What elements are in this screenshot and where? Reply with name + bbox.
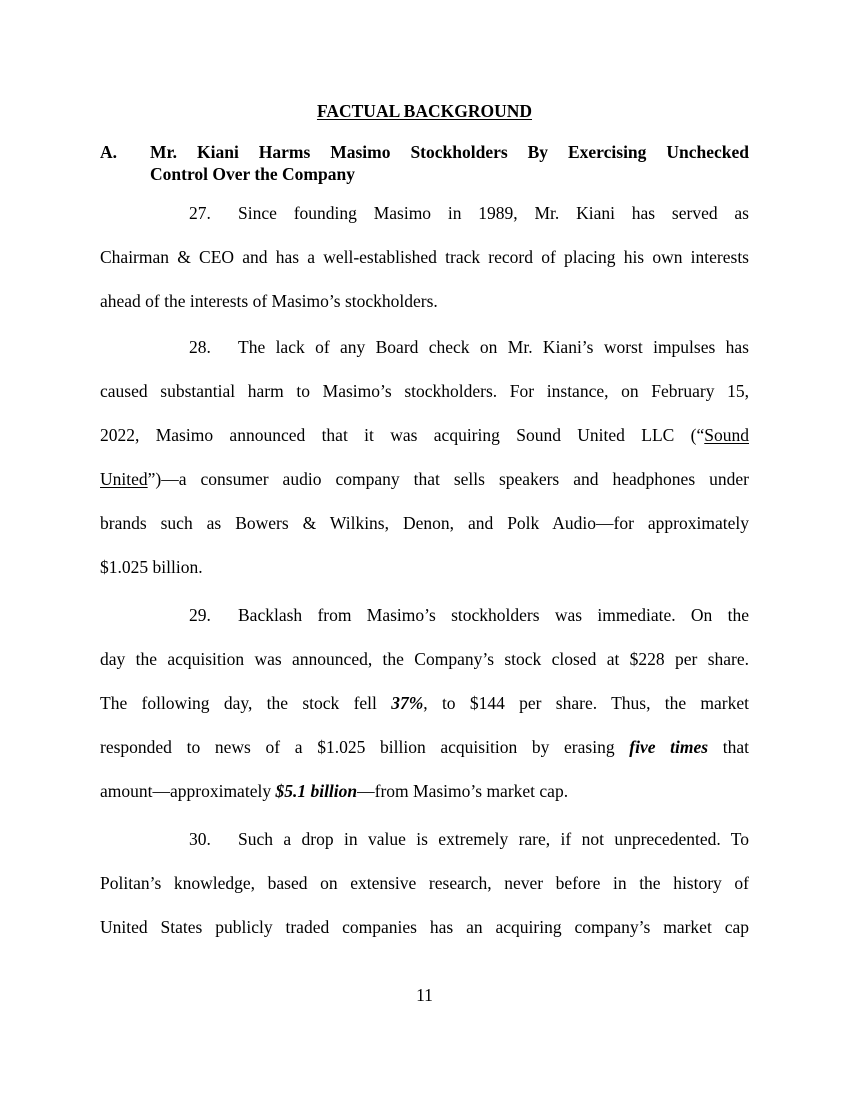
p29-line-5-post: —from Masimo’s market cap.: [357, 781, 569, 801]
p28-line-6: $1.025 billion.: [100, 557, 203, 577]
p28-line-1: [189, 336, 749, 358]
p29-line-3-pre: The following day, the stock fell: [100, 693, 392, 713]
p28-line-3: [100, 424, 749, 446]
p27-line-3: ahead of the interests of Masimo’s stockholders.: [100, 291, 438, 311]
paragraph-number: 28.: [189, 337, 211, 357]
p28-line-4-text: ”)—a consumer audio company that sells speakers and headphones under: [147, 469, 749, 489]
subsection-title-line-1: Mr. Kiani Harms Masimo Stockholders By Exercising Unchecked: [150, 142, 749, 162]
subsection-title: [150, 141, 749, 185]
subsection-title-line-2: Control Over the Company: [150, 164, 355, 184]
emphasis-37-percent: 37%: [391, 693, 424, 713]
paragraph-number: 27.: [189, 203, 211, 223]
p29-line-1: [189, 604, 749, 626]
p30-line-1: [189, 828, 749, 850]
p29-line-5-pre: amount—approximately: [100, 781, 276, 801]
emphasis-5-1-billion: $5.1 billion: [275, 781, 358, 801]
sound-united-defined-term: Sound: [704, 425, 749, 445]
paragraph-number: 30.: [189, 829, 211, 849]
p29-line-3: [100, 692, 749, 714]
p28-line-1-text: The lack of any Board check on Mr. Kiani’s worst impulses has: [238, 337, 749, 357]
p30-line-2: Politan’s knowledge, based on extensive research, never before in the history of: [100, 873, 749, 893]
p30-line-3: United States publicly traded companies has an acquiring company’s market cap: [100, 917, 749, 937]
sound-united-defined-term-cont: United: [100, 469, 148, 489]
p27-line-2: Chairman & CEO and has a well-established track record of placing his own interests: [100, 247, 749, 267]
p30-line-1-text: Such a drop in value is extremely rare, if not unprecedented. To: [238, 829, 749, 849]
page-number: 11: [416, 985, 433, 1005]
section-heading: [0, 100, 849, 122]
p29-line-4-post: that: [708, 737, 750, 757]
p29-line-5: [100, 780, 749, 802]
p29-line-3-post: , to $144 per share. Thus, the market: [423, 693, 749, 713]
p28-line-5: brands such as Bowers & Wilkins, Denon, and Polk Audio—for approximately: [100, 513, 749, 533]
p29-line-4-pre: responded to news of a $1.025 billion acquisition by erasing: [100, 737, 630, 757]
p29-line-1-text: Backlash from Masimo’s stockholders was immediate. On the: [238, 605, 749, 625]
emphasis-five-times: five times: [629, 737, 709, 757]
paragraph-number: 29.: [189, 605, 211, 625]
p27-line-1-text: Since founding Masimo in 1989, Mr. Kiani has served as: [238, 203, 749, 223]
p29-line-2: day the acquisition was announced, the Company’s stock closed at $228 per share.: [100, 649, 749, 669]
subsection-letter: A.: [100, 142, 118, 162]
factual-background-heading: FACTUAL BACKGROUND: [316, 101, 533, 121]
p29-line-4: [100, 736, 749, 758]
p27-line-1: [189, 202, 749, 224]
p28-line-2: caused substantial harm to Masimo’s stockholders. For instance, on February 15,: [100, 381, 749, 401]
p28-line-3-text: 2022, Masimo announced that it was acquiring Sound United LLC (“: [100, 425, 705, 445]
p28-line-4: [100, 468, 749, 490]
